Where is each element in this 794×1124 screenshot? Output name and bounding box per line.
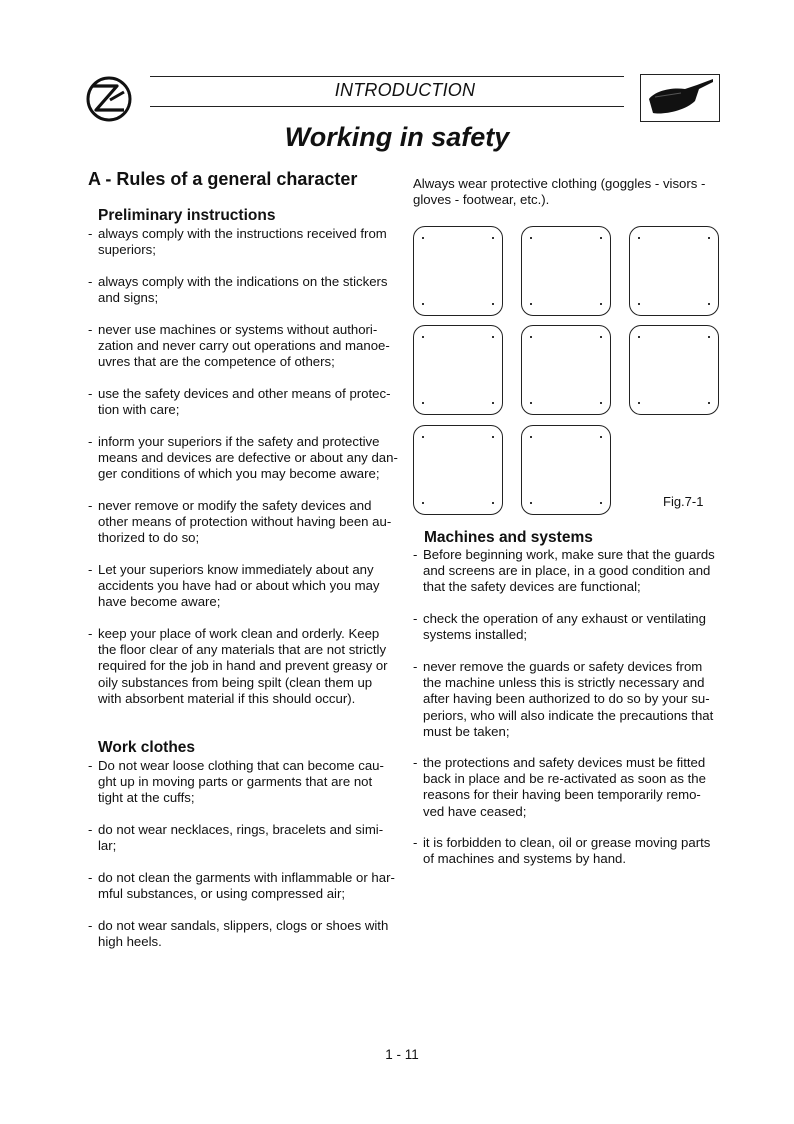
ppe-frame [521, 425, 611, 515]
list-item-text [98, 226, 387, 258]
ppe-frame [413, 226, 503, 316]
list-item [413, 755, 723, 820]
list-item [88, 626, 398, 707]
list-item-text [98, 386, 391, 418]
text-line: systems installed; [423, 627, 528, 643]
protective-clothing-text [413, 176, 723, 208]
text-line: means and devices are defective or about any dan- [98, 450, 398, 466]
text-line: the machine unless this is strictly necessary and [423, 675, 705, 691]
text-line: have become aware; [98, 594, 221, 610]
text-line: accidents you have had or about which you may [98, 578, 380, 594]
list-item-text [423, 755, 706, 820]
list-item-text [423, 835, 710, 867]
text-line: tion with care; [98, 402, 180, 418]
header-rule-bottom [150, 106, 624, 107]
list-item [88, 562, 398, 611]
list-item-text [423, 611, 706, 643]
text-line: with absorbent material if this should occur). [98, 690, 356, 706]
bullet-dash: - [413, 659, 418, 674]
machines-heading: Machines and systems [424, 529, 593, 546]
bullet-dash: - [88, 322, 93, 337]
text-line: high heels. [98, 934, 162, 950]
bullet-dash: - [88, 498, 93, 513]
header-rule-top [150, 76, 624, 77]
list-item [88, 386, 398, 418]
list-item-text [98, 918, 388, 950]
bullet-dash: - [88, 758, 93, 773]
text-line: always comply with the instructions received from [98, 226, 387, 241]
list-item-text [98, 498, 391, 547]
text-line: uvres that are the competence of others; [98, 354, 335, 370]
ppe-frame [521, 325, 611, 415]
list-item [88, 870, 398, 902]
list-item-text [98, 870, 395, 902]
text-line: keep your place of work clean and orderly. Keep [98, 626, 380, 641]
list-item [88, 434, 398, 483]
list-item [413, 611, 723, 643]
bullet-dash: - [88, 226, 93, 241]
text-line: Before beginning work, make sure that the guards [423, 547, 715, 562]
bullet-dash: - [88, 626, 93, 641]
text-line: tight at the cuffs; [98, 790, 195, 806]
bullet-dash: - [88, 386, 93, 401]
list-item-text [98, 562, 380, 611]
list-item-text [98, 434, 398, 483]
list-item [413, 547, 723, 596]
bullet-dash: - [413, 547, 418, 562]
bullet-dash: - [88, 822, 93, 837]
page-number: 1 - 11 [385, 1047, 419, 1062]
bullet-dash: - [88, 870, 93, 885]
rules-heading: A - Rules of a general character [88, 169, 358, 189]
text-line: must be taken; [423, 723, 510, 739]
text-line: required for the job in hand and prevent greasy or [98, 658, 388, 674]
list-item-text [98, 322, 390, 371]
bullet-dash: - [413, 611, 418, 626]
list-item [88, 918, 398, 950]
ppe-frame [521, 226, 611, 316]
bullet-dash: - [88, 434, 93, 449]
ppe-frame [413, 325, 503, 415]
list-item [88, 322, 398, 371]
text-line: zation and never carry out operations and manoe- [98, 338, 390, 354]
text-line: Do not wear loose clothing that can become cau- [98, 758, 384, 773]
text-line: mful substances, or using compressed air; [98, 886, 346, 902]
text-line: use the safety devices and other means of protec- [98, 386, 391, 401]
text-line: inform your superiors if the safety and protective [98, 434, 380, 449]
bullet-dash: - [413, 755, 418, 770]
bullet-dash: - [88, 562, 93, 577]
text-line: ght up in moving parts or garments that are not [98, 774, 373, 790]
text-line: do not wear sandals, slippers, clogs or shoes with [98, 918, 389, 933]
text-line: do not wear necklaces, rings, bracelets and simi- [98, 822, 384, 837]
text-line: check the operation of any exhaust or ventilating [423, 611, 706, 626]
figure-label: Fig.7-1 [663, 494, 704, 509]
list-item [88, 758, 398, 807]
intro-line: gloves - footwear, etc.). [413, 192, 550, 208]
text-line: reasons for their having been temporarily remo- [423, 787, 701, 803]
work-clothes-heading: Work clothes [98, 739, 196, 756]
text-line: and screens are in place, in a good condition and [423, 563, 711, 579]
page-title: Working in safety [284, 122, 510, 152]
section-title: INTRODUCTION [334, 80, 476, 100]
text-line: thorized to do so; [98, 530, 200, 546]
text-line: do not clean the garments with inflammable or har- [98, 870, 395, 885]
text-line: other means of protection without having been au- [98, 514, 392, 530]
intro-line: Always wear protective clothing (goggles - visors - [413, 176, 706, 191]
text-line: always comply with the indications on the stickers [98, 274, 388, 289]
list-item-text [98, 822, 383, 854]
text-line: the floor clear of any materials that are not strictly [98, 642, 387, 658]
text-line: back in place and be re-activated as soon as the [423, 771, 706, 787]
ppe-frame [629, 226, 719, 316]
text-line: after having been authorized to do so by your su- [423, 691, 710, 707]
text-line: never remove the guards or safety devices from [423, 659, 703, 674]
bullet-dash: - [88, 274, 93, 289]
preliminary-heading: Preliminary instructions [98, 207, 276, 224]
list-item [413, 659, 723, 740]
text-line: never remove or modify the safety devices and [98, 498, 372, 513]
ppe-frame [413, 425, 503, 515]
text-line: of machines and systems by hand. [423, 851, 627, 867]
text-line: that the safety devices are functional; [423, 579, 641, 595]
list-item [88, 226, 398, 258]
text-line: ved have ceased; [423, 803, 527, 819]
list-item-text [98, 274, 388, 306]
text-line: superiors; [98, 242, 156, 258]
list-item-text [423, 659, 713, 740]
hand-pointer-icon [640, 74, 720, 122]
text-line: lar; [98, 838, 117, 854]
list-item [88, 274, 398, 306]
ppe-frame [629, 325, 719, 415]
text-line: Let your superiors know immediately about any [98, 562, 374, 577]
list-item-text [98, 758, 384, 807]
brand-logo-icon [84, 74, 134, 124]
bullet-dash: - [88, 918, 93, 933]
text-line: and signs; [98, 290, 159, 306]
text-line: the protections and safety devices must be fitted [423, 755, 706, 770]
list-item [88, 498, 398, 547]
list-item-text [423, 547, 715, 596]
text-line: periors, who will also indicate the precautions that [423, 707, 714, 723]
bullet-dash: - [413, 835, 418, 850]
text-line: ger conditions of which you may become aware; [98, 466, 380, 482]
text-line: never use machines or systems without authori- [98, 322, 378, 337]
text-line: oily substances from being spilt (clean them up [98, 674, 373, 690]
list-item-text [98, 626, 388, 707]
list-item [88, 822, 398, 854]
text-line: it is forbidden to clean, oil or grease moving parts [423, 835, 711, 850]
list-item [413, 835, 723, 867]
